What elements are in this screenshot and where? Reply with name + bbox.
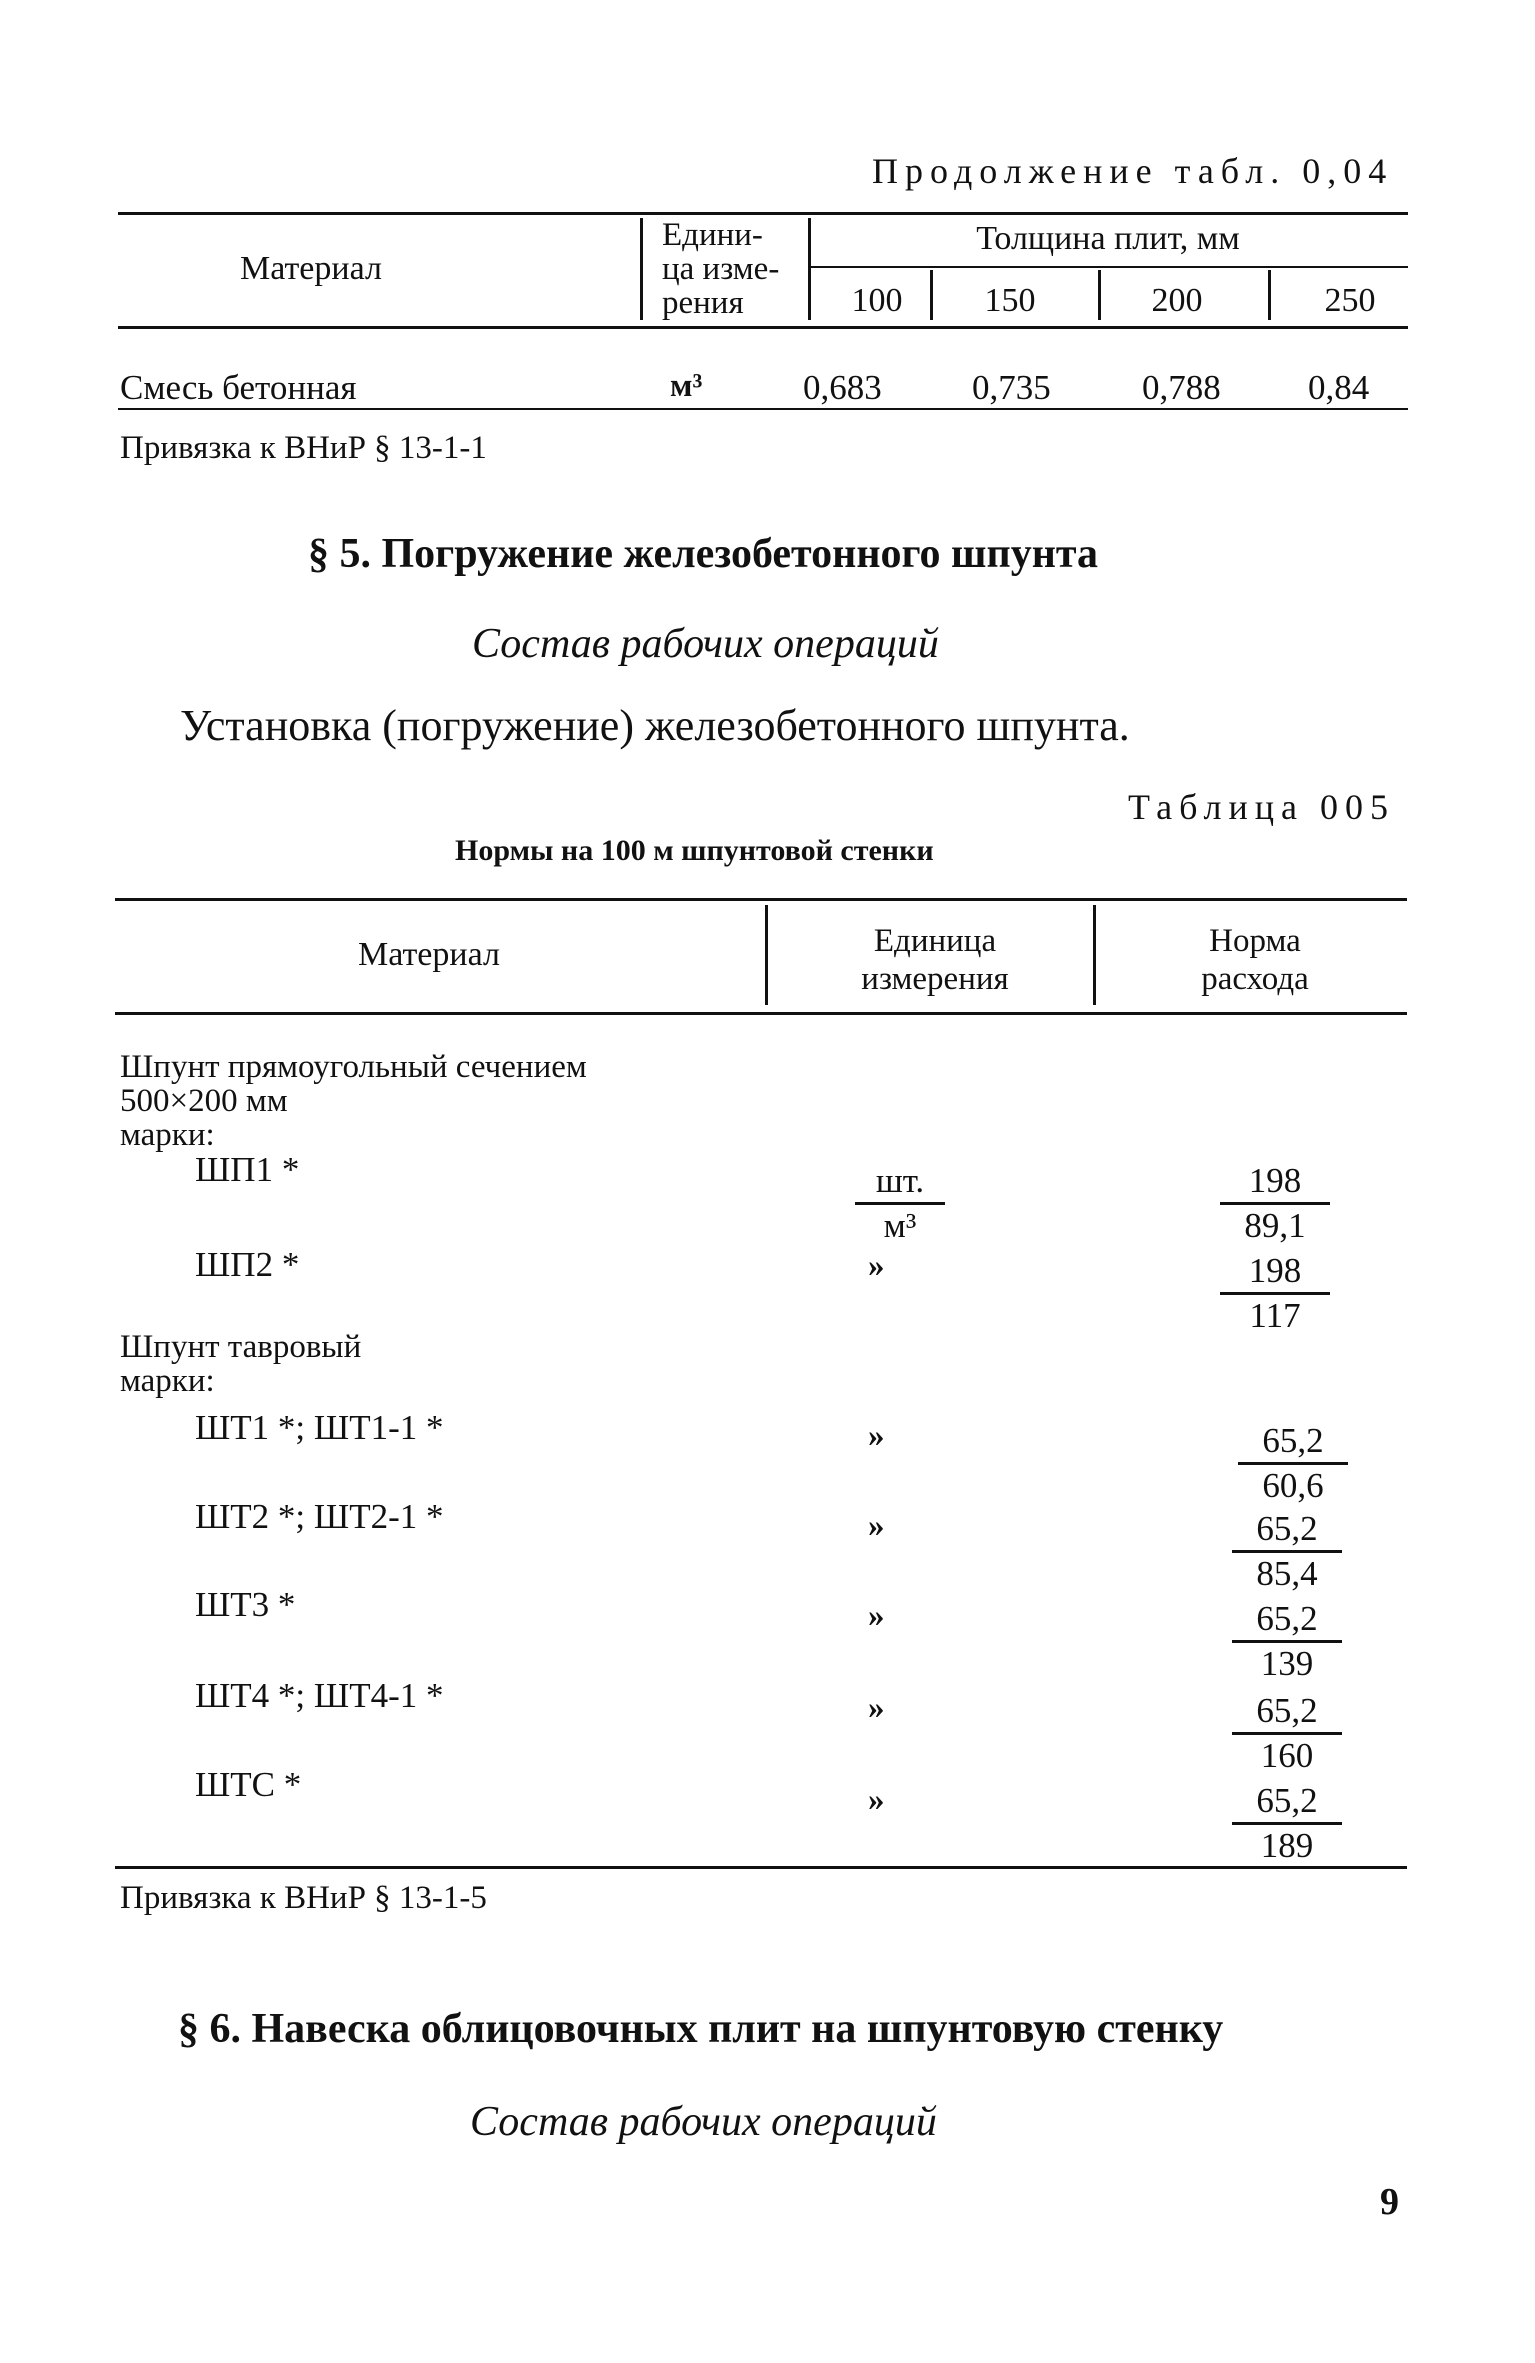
section5-subheading: Состав рабочих операций — [472, 621, 939, 667]
group-tee: Шпунт тавровый марки: — [120, 1329, 362, 1399]
continuation-label: Продолжение табл. 0,04 — [872, 151, 1394, 191]
col-100: 100 — [851, 282, 903, 319]
section6-heading: § 6. Навеска облицовочных плит на шпунтовую стенку — [178, 2006, 1224, 2052]
header-divider — [1093, 905, 1096, 1005]
group-rectangular: Шпунт прямоугольный сечением 500×200 мм марки: — [120, 1049, 587, 1153]
header-unit: Единица измерения — [861, 923, 1009, 997]
table-bottom-rule — [118, 408, 1408, 410]
header-bottom-rule — [115, 1012, 1407, 1015]
row-unit-fraction: шт. м³ — [855, 1160, 945, 1247]
reference-004: Привязка к ВНиР § 13-1-1 — [120, 430, 487, 466]
row-norm-fraction: $\frac{65,2}{85,4}$ — [1232, 1508, 1342, 1595]
row-name: ШТ1 *; ШТ1-1 * — [195, 1408, 444, 1447]
row-unit-ditto: » — [868, 1248, 885, 1284]
row-norm-fraction: $\frac{198}{117}$ — [1220, 1250, 1330, 1337]
row-norm-fraction: $\frac{65,2}{160}$ — [1232, 1690, 1342, 1777]
section5-operations: Установка (погружение) железобетонного шпунта. — [180, 701, 1130, 750]
header-sub-rule — [808, 266, 1408, 268]
header-material: Материал — [358, 936, 500, 973]
table-top-rule — [115, 898, 1407, 901]
header-material: Материал — [240, 250, 382, 287]
row-name: ШТ2 *; ШТ2-1 * — [195, 1497, 444, 1536]
header-norm: Норма расхода — [1201, 923, 1309, 997]
col-200: 200 — [1151, 282, 1203, 319]
table-top-rule — [118, 212, 1408, 215]
header-thickness: Толщина плит, мм — [976, 220, 1240, 257]
row-unit: м³ — [670, 368, 703, 404]
page-number: 9 — [1380, 2181, 1399, 2223]
row-name: ШП2 * — [195, 1245, 300, 1284]
row-unit-ditto: » — [868, 1508, 885, 1544]
section6-subheading: Состав рабочих операций — [470, 2099, 937, 2145]
header-unit: Едини- ца изме- рения — [662, 217, 780, 321]
header-bottom-rule — [118, 326, 1408, 329]
row-unit-ditto: » — [868, 1598, 885, 1634]
reference-005: Привязка к ВНиР § 13-1-5 — [120, 1880, 487, 1916]
col-150: 150 — [984, 282, 1036, 319]
table-bottom-rule — [115, 1866, 1407, 1869]
row-norm-fraction: $\frac{65,2}{139}$ — [1232, 1598, 1342, 1685]
table-label: Таблица 005 — [1128, 787, 1395, 827]
row-name: ШП1 * — [195, 1150, 300, 1189]
row-norm-fraction: $\frac{65,2}{60,6}$ — [1238, 1420, 1348, 1507]
header-divider — [640, 218, 643, 320]
table-title: Нормы на 100 м шпунтовой стенки — [455, 834, 934, 867]
row-material: Смесь бетонная — [120, 368, 357, 407]
header-divider — [765, 905, 768, 1005]
row-name: ШТ3 * — [195, 1585, 296, 1624]
col-divider — [930, 270, 933, 320]
section5-heading: § 5. Погружение железобетонного шпунта — [308, 531, 1099, 577]
row-norm-fraction: $\frac{198}{89,1}$ — [1220, 1160, 1330, 1247]
row-unit-ditto: » — [868, 1418, 885, 1454]
col-divider — [1268, 270, 1271, 320]
col-divider — [1098, 270, 1101, 320]
row-value-100: 0,683 — [803, 368, 882, 407]
row-unit-ditto: » — [868, 1782, 885, 1818]
row-value-200: 0,788 — [1142, 368, 1221, 407]
row-name: ШТС * — [195, 1765, 302, 1804]
col-250: 250 — [1324, 282, 1376, 319]
row-norm-fraction: $\frac{65,2}{189}$ — [1232, 1780, 1342, 1867]
row-name: ШТ4 *; ШТ4-1 * — [195, 1676, 444, 1715]
row-unit-ditto: » — [868, 1690, 885, 1726]
row-value-150: 0,735 — [972, 368, 1051, 407]
row-value-250: 0,84 — [1308, 368, 1370, 407]
